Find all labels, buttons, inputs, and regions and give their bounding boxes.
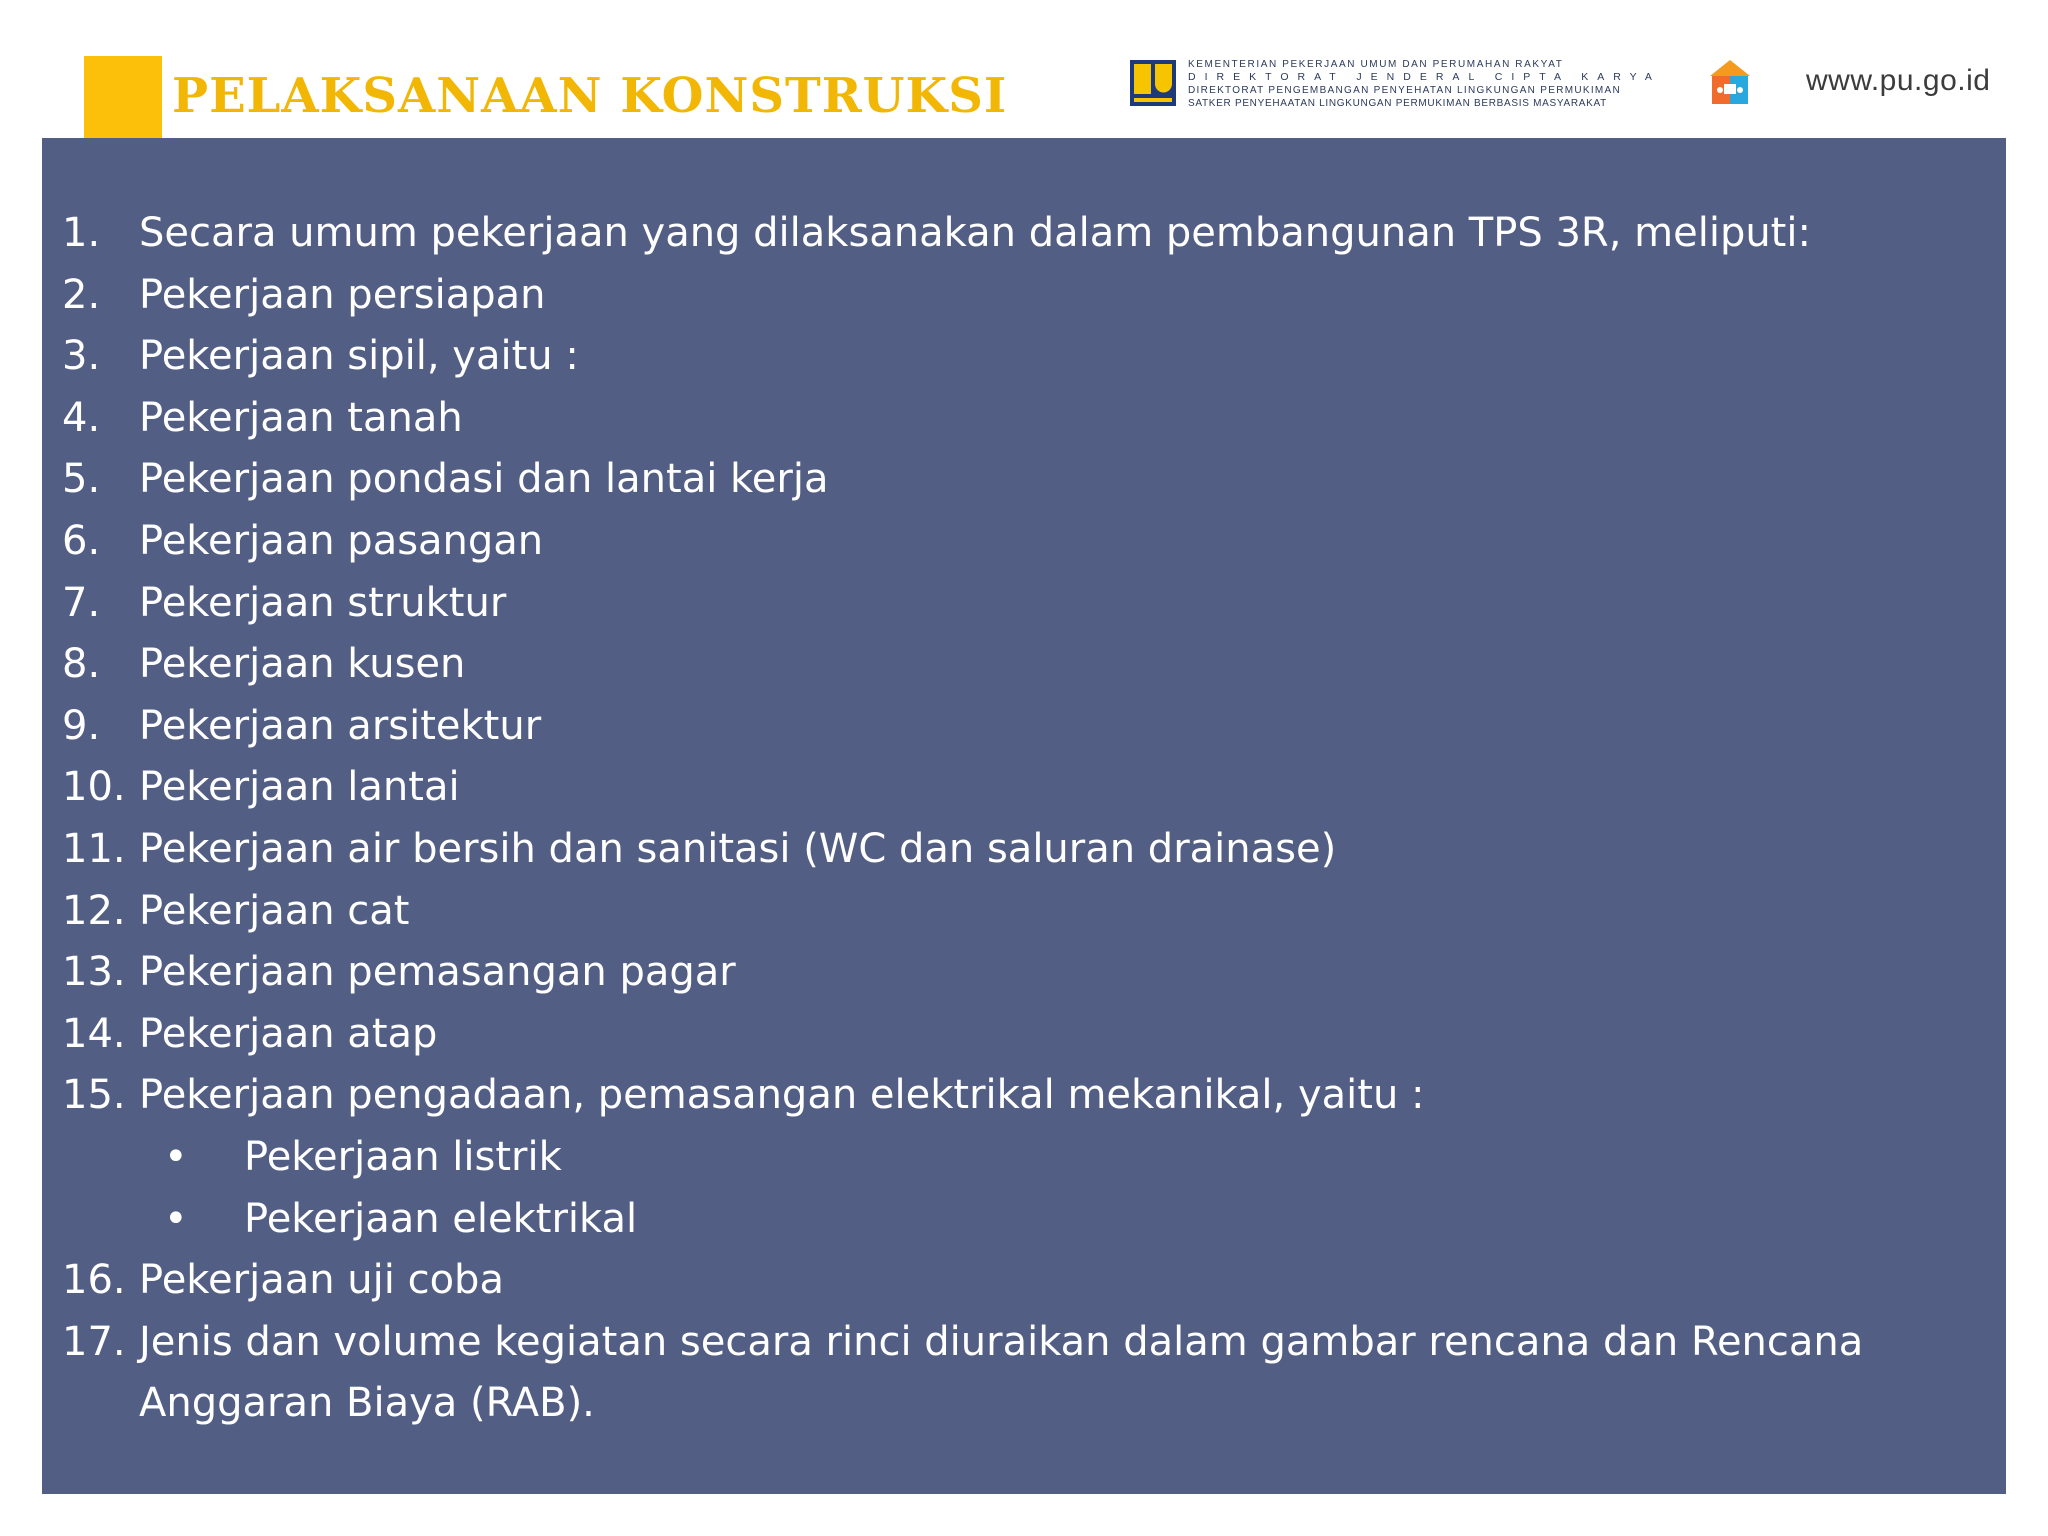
list-item [62, 388, 1982, 450]
list-number: 14. [62, 1010, 126, 1057]
ministry-line-3: DIREKTORAT PENGEMBANGAN PENYEHATAN LINGKUNGAN PERMUKIMAN [1188, 85, 1622, 96]
list-item [62, 573, 1982, 635]
list-number: 3. [62, 333, 101, 380]
list-item [62, 511, 1982, 573]
list-number: 16. [62, 1257, 126, 1304]
list-item [62, 757, 1982, 819]
list-item [62, 1312, 1982, 1435]
list-text: Pekerjaan struktur [139, 579, 507, 626]
list-item [62, 449, 1982, 511]
list-number: 1. [62, 210, 101, 256]
list-text: Pekerjaan uji coba [139, 1257, 504, 1304]
list-number: 15. [62, 1072, 126, 1119]
page-title: PELAKSANAAN KONSTRUKSI [172, 68, 1008, 124]
list-item [62, 326, 1982, 388]
list-text: Pekerjaan atap [139, 1010, 438, 1057]
ministry-line-4: SATKER PENYEHAATAN LINGKUNGAN PERMUKIMAN BERBASIS MASYARAKAT [1188, 98, 1607, 109]
sub-list-text: Pekerjaan listrik [244, 1133, 562, 1180]
list-text: Jenis dan volume kegiatan secara rinci diuraikan dalam gambar rencana dan Rencana Anggaran Biaya (RAB). [139, 1318, 1864, 1427]
list-item [62, 819, 1982, 881]
list-number: 11. [62, 825, 126, 872]
bullet-icon: • [164, 1133, 188, 1180]
list-number: 5. [62, 456, 101, 503]
list-number: 12. [62, 887, 126, 934]
list-item [62, 942, 1982, 1004]
list-text: Pekerjaan persiapan [139, 271, 546, 318]
list-number: 2. [62, 271, 101, 318]
list-text: Pekerjaan arsitektur [139, 702, 542, 749]
list-number: 4. [62, 394, 101, 441]
bullet-icon: • [164, 1195, 188, 1242]
list-item [62, 881, 1982, 943]
ministry-line-2: DIREKTORAT JENDERAL CIPTA KARYA [1188, 71, 1661, 83]
list-item [62, 265, 1982, 327]
list-number: 6. [62, 517, 101, 564]
list-text: Pekerjaan sipil, yaitu : [139, 333, 579, 380]
work-list [62, 203, 1982, 1435]
list-number: 8. [62, 641, 101, 688]
house-icon [1708, 58, 1752, 106]
list-number: 13. [62, 949, 126, 996]
list-item [62, 203, 1982, 265]
sub-list-item [62, 1127, 1982, 1189]
pu-ministry-logo [1130, 60, 1176, 106]
list-number: 9. [62, 702, 101, 749]
ministry-line-1: KEMENTERIAN PEKERJAAN UMUM DAN PERUMAHAN RAKYAT [1188, 59, 1564, 70]
sub-list-text: Pekerjaan elektrikal [244, 1195, 638, 1242]
list-item [62, 634, 1982, 696]
list-text: Pekerjaan pasangan [139, 517, 544, 564]
list-text: Pekerjaan pondasi dan lantai kerja [139, 456, 829, 503]
list-text: Secara umum pekerjaan yang dilaksanakan dalam pembangunan TPS 3R, meliputi: [139, 210, 1811, 256]
list-item [62, 1250, 1982, 1312]
list-item [62, 1065, 1982, 1127]
list-item [62, 696, 1982, 758]
list-text: Pekerjaan tanah [139, 394, 463, 441]
list-number: 7. [62, 579, 101, 626]
sub-list-item [62, 1189, 1982, 1251]
list-text: Pekerjaan cat [139, 887, 410, 934]
list-text: Pekerjaan lantai [139, 764, 460, 811]
list-item [62, 1004, 1982, 1066]
ministry-text-block [1188, 58, 1661, 110]
list-text: Pekerjaan kusen [139, 641, 466, 688]
list-number: 17. [62, 1318, 126, 1365]
list-text: Pekerjaan pengadaan, pemasangan elektrikal mekanikal, yaitu : [139, 1072, 1425, 1119]
list-text: Pekerjaan pemasangan pagar [139, 949, 736, 996]
website-url: www.pu.go.id [1806, 64, 1991, 97]
list-number: 10. [62, 764, 126, 811]
list-text: Pekerjaan air bersih dan sanitasi (WC dan saluran drainase) [139, 825, 1337, 872]
